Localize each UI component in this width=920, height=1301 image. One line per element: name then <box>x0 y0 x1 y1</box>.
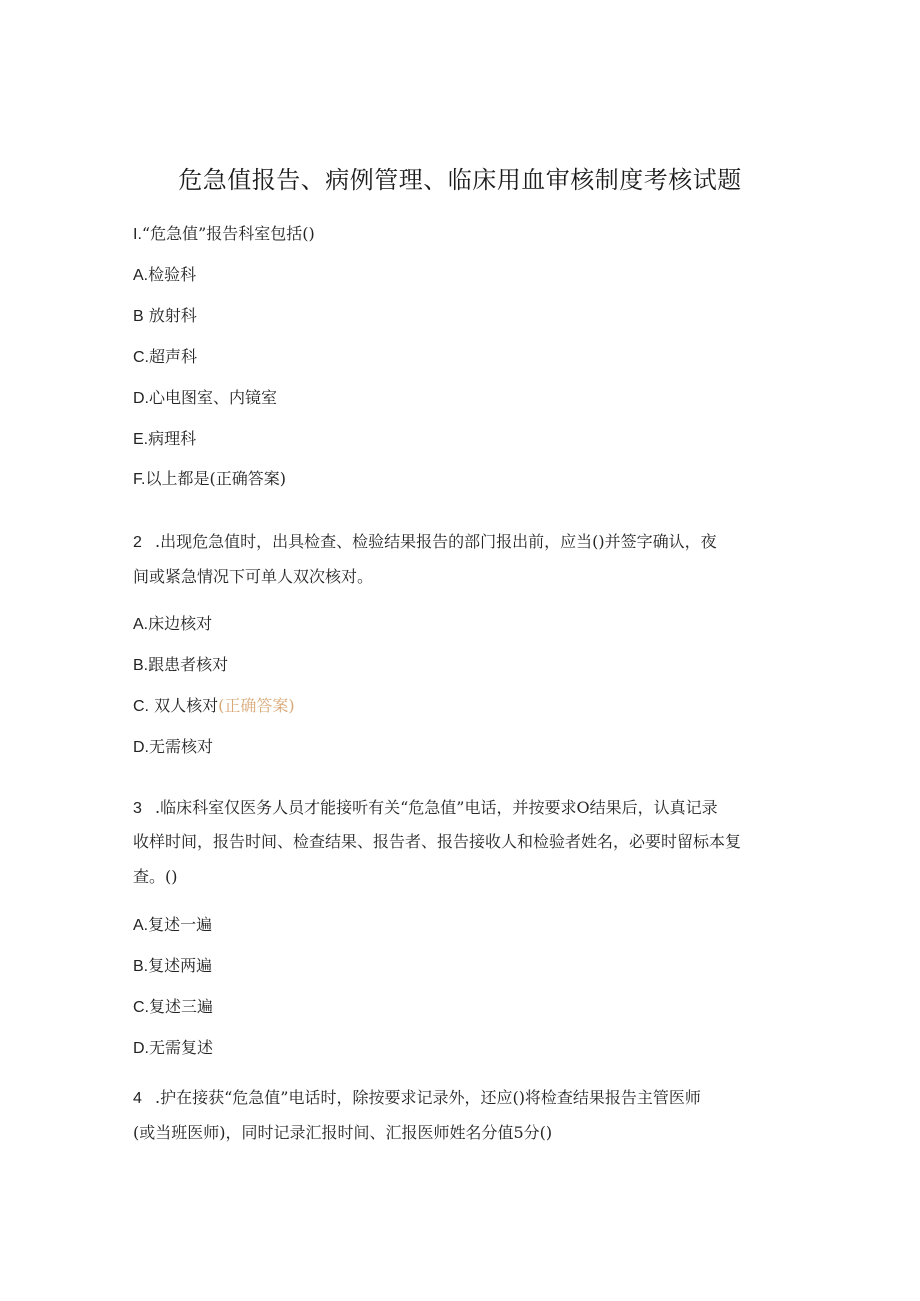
question-3-continued-2 <box>133 867 793 887</box>
option-e <box>133 429 793 450</box>
option-b <box>133 306 793 327</box>
correct-answer-note: (正确答案) <box>218 696 295 715</box>
option-text: 复述一遍 <box>148 915 213 934</box>
question-4 <box>133 1088 793 1109</box>
option-text: 超声科 <box>149 347 198 366</box>
option-d <box>133 1038 793 1059</box>
option-letter: A. <box>133 616 149 633</box>
option-letter: B. <box>133 958 149 975</box>
option-letter: F. <box>133 471 146 488</box>
question-4-continued <box>133 1123 793 1143</box>
question-3-continued <box>133 832 793 852</box>
option-text: 复述三遍 <box>149 997 214 1016</box>
option-text: 床边核对 <box>148 614 213 633</box>
option-a <box>133 614 793 635</box>
option-letter: C. <box>133 999 149 1016</box>
option-letter: A. <box>133 917 149 934</box>
option-b <box>133 956 793 977</box>
option-text: 复述两遍 <box>148 956 213 975</box>
option-letter: D. <box>133 1040 149 1057</box>
option-letter: D. <box>133 390 149 407</box>
question-text-line-1: .出现危急值时，出具检查、检验结果报告的部门报出前，应当()并签字确认，夜 <box>155 532 717 551</box>
option-letter: D. <box>133 739 149 756</box>
option-d <box>133 388 793 409</box>
option-text: 病理科 <box>148 429 197 448</box>
option-a <box>133 915 793 936</box>
option-text: 放射科 <box>148 306 197 325</box>
option-text: 检验科 <box>148 265 197 284</box>
question-text-line-1: .护在接获“危急值”电话时，除按要求记录外，还应()将检查结果报告主管医师 <box>155 1088 701 1107</box>
option-c <box>133 997 793 1018</box>
option-b <box>133 655 793 676</box>
option-letter: C. <box>133 349 149 366</box>
option-letter: B <box>133 308 144 325</box>
question-text-line-3: 查。() <box>133 867 178 886</box>
question-text-line-2: 间或紧急情况下可单人双次核对。 <box>133 567 374 586</box>
option-text: 无需复述 <box>149 1038 214 1057</box>
question-3 <box>133 798 793 819</box>
option-letter: B. <box>133 657 149 674</box>
option-letter: E. <box>133 431 149 448</box>
question-number: 4 <box>133 1090 142 1107</box>
option-f <box>133 469 793 490</box>
question-text: “危急值”报告科室包括() <box>141 224 315 243</box>
option-a <box>133 265 793 286</box>
question-text-line-2: (或当班医师)，同时记录汇报时间、汇报医师姓名分值5分() <box>133 1123 553 1142</box>
option-c <box>133 696 793 717</box>
question-text-line-2: 收样时间，报告时间、检查结果、报告者、报告接收人和检验者姓名，必要时留标本复 <box>133 832 742 851</box>
option-c <box>133 347 793 368</box>
question-number: 2 <box>133 534 142 551</box>
option-text: 跟患者核对 <box>148 655 229 674</box>
option-text: 心电图室、内镜室 <box>149 388 278 407</box>
question-number: I. <box>133 226 142 243</box>
option-text: 无需核对 <box>149 737 214 756</box>
question-2 <box>133 532 793 553</box>
option-text: 以上都是(正确答案) <box>145 469 286 488</box>
question-number: 3 <box>133 800 142 817</box>
question-2-continued <box>133 567 793 587</box>
question-1 <box>133 224 793 245</box>
option-letter: C. <box>133 698 149 715</box>
page-title: 危急值报告、病例管理、临床用血审核制度考核试题 <box>178 166 742 194</box>
option-letter: A. <box>133 267 149 284</box>
option-text: 双人核对 <box>149 696 219 715</box>
option-d <box>133 737 793 758</box>
question-text-line-1: .临床科室仅医务人员才能接听有关“危急值”电话，并按要求O结果后，认真记录 <box>155 798 718 817</box>
